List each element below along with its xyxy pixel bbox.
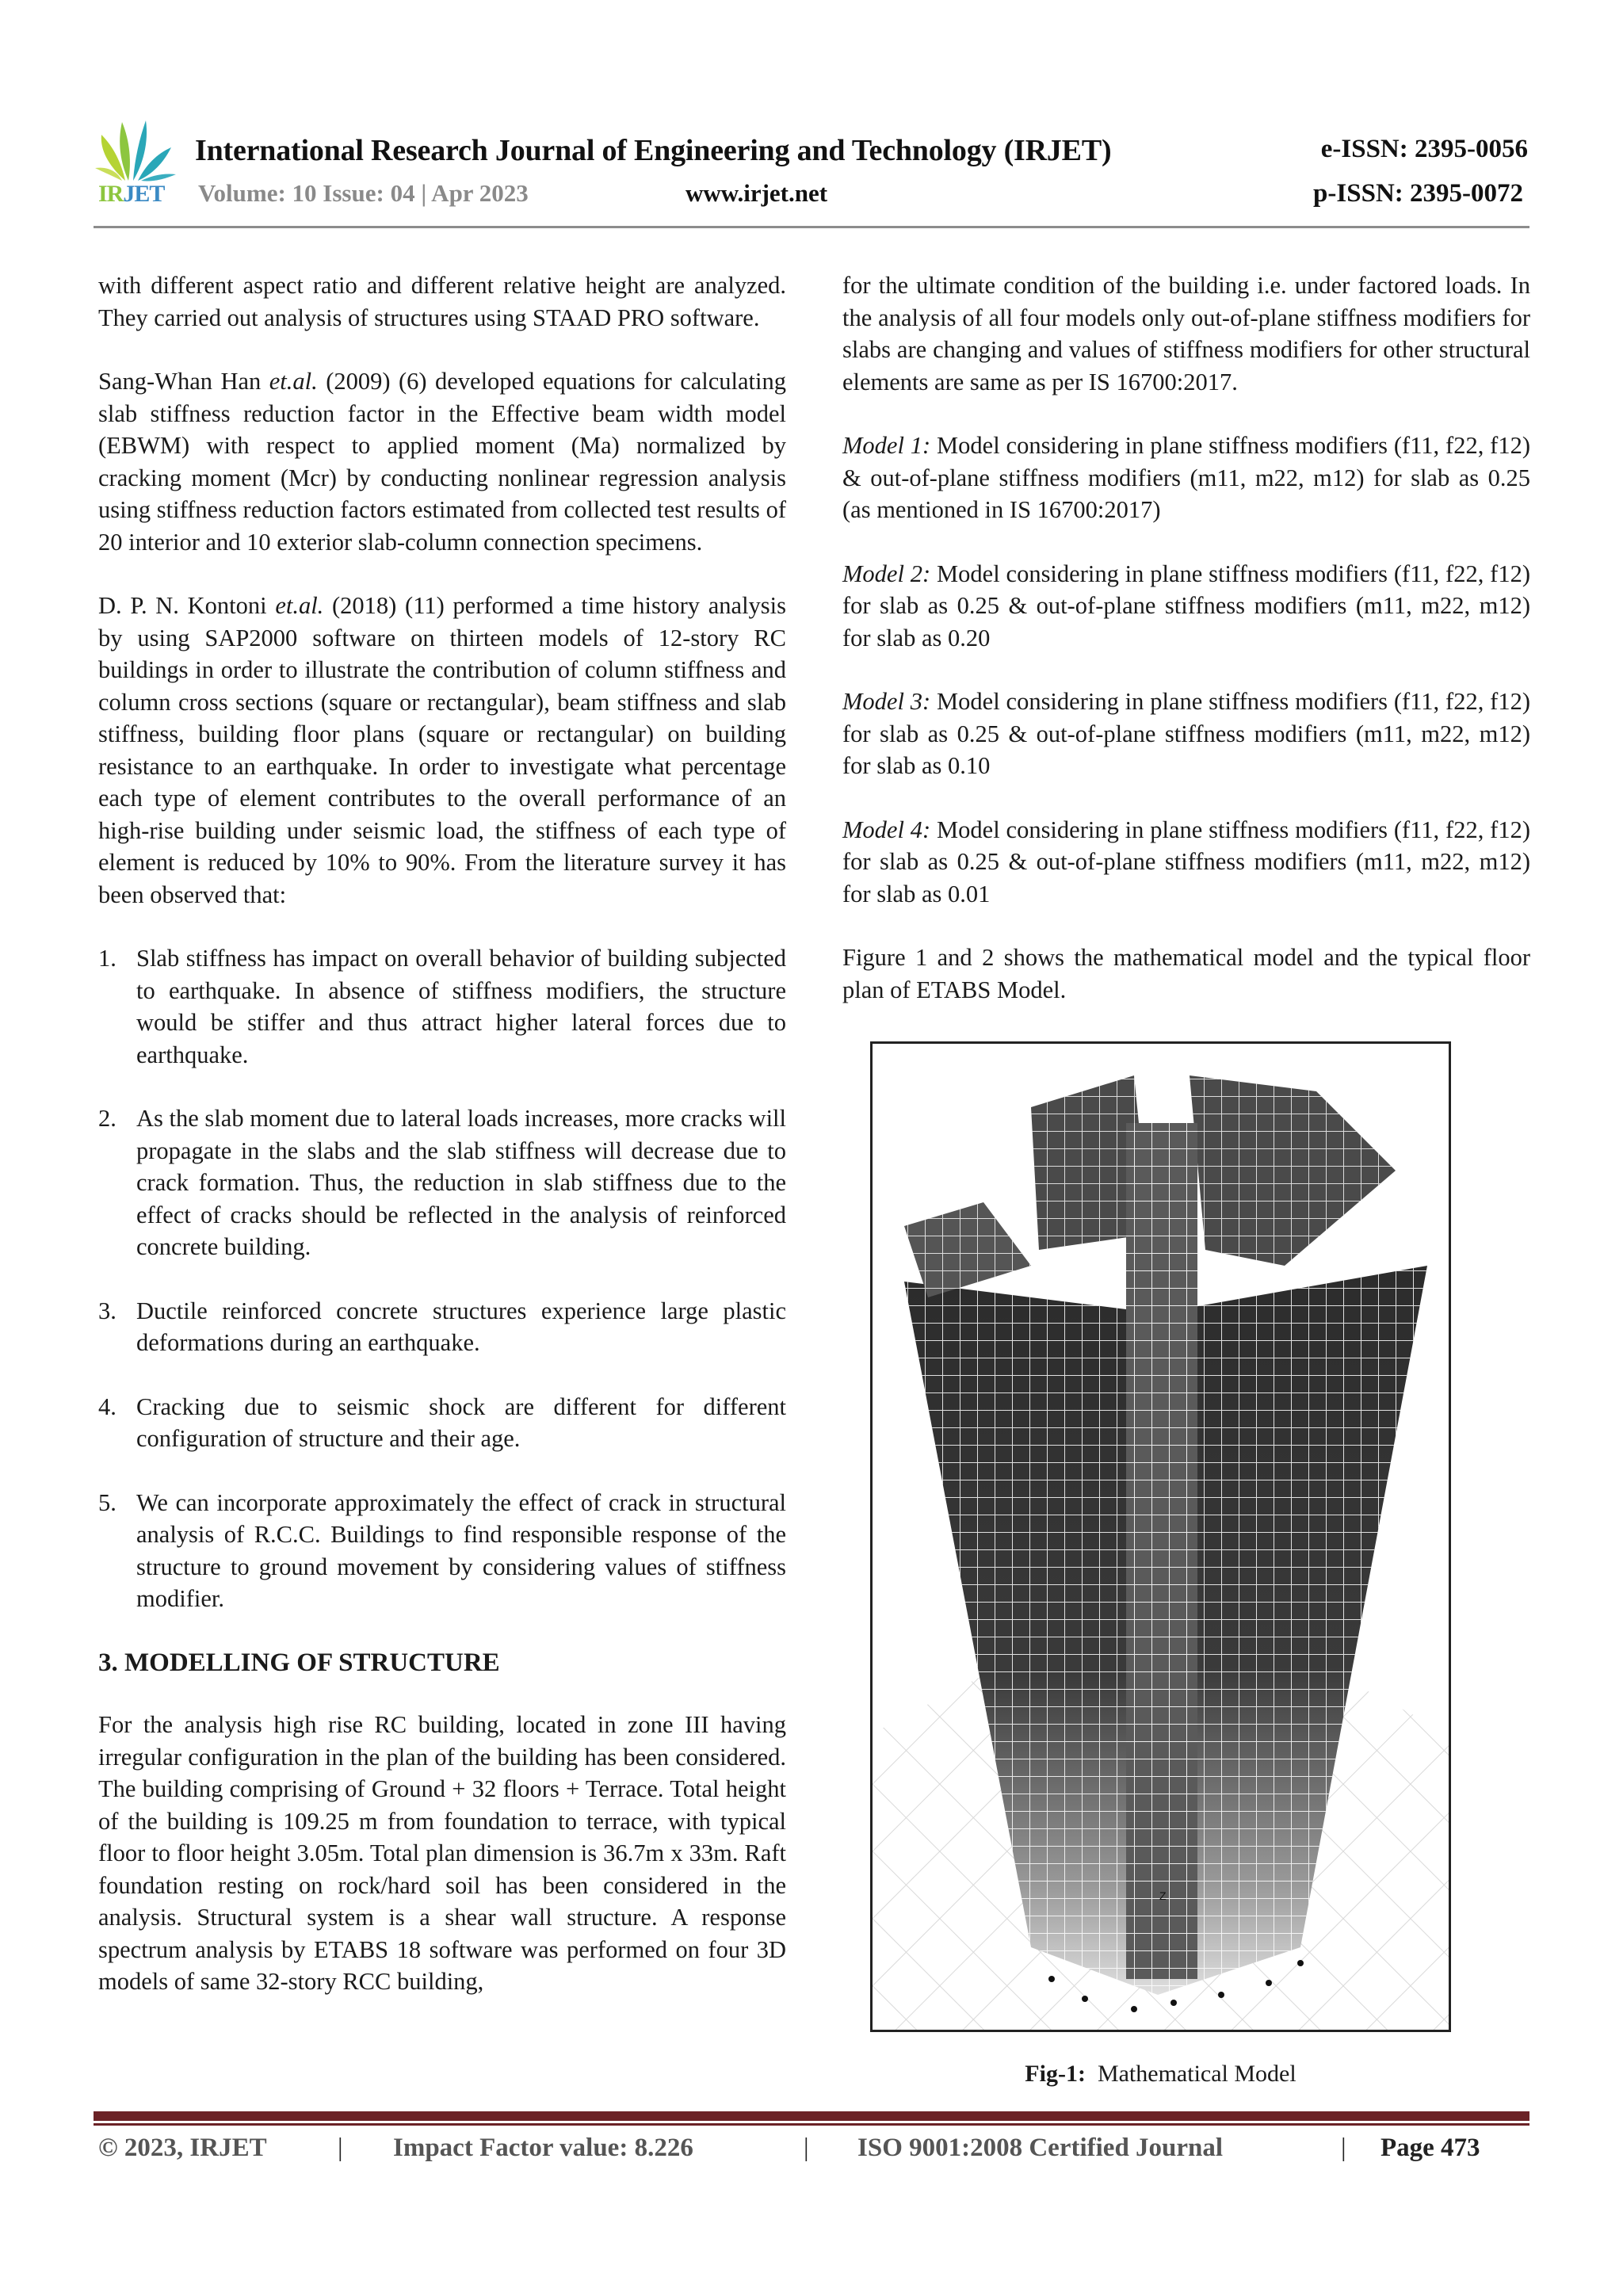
list-item <box>98 1487 786 1615</box>
logo-wordmark <box>98 181 164 208</box>
list-text: We can incorporate approximately the effect of crack in structural analysis of R.C.C. Buildings to find responsible response of the structure to ground movement by considering values of stiffness modifier. <box>136 1488 786 1612</box>
footer-separator: | <box>1341 2134 1346 2162</box>
page-footer <box>98 2134 1533 2173</box>
irjet-logo <box>94 119 179 212</box>
model-1-description <box>842 430 1530 526</box>
page-number: Page 473 <box>1381 2134 1480 2162</box>
list-item <box>98 1391 786 1455</box>
figure-caption <box>870 2061 1451 2088</box>
list-number: 2. <box>98 1105 116 1132</box>
caption-label: Fig-1: <box>1025 2061 1086 2087</box>
impact-factor: Impact Factor value: 8.226 <box>393 2134 693 2162</box>
list-number: 1. <box>98 945 116 972</box>
list-item <box>98 942 786 1071</box>
paragraph-modelling: For the analysis high rise RC building, located in zone III having irregular configuration in the plan of the building has been considered. The building comprising of Ground + 32 floors + Terrace. Total height of the building is 109.25 m from foundation to terrace, with typical floor to floor height 3.05m. Total plan dimension is 36.7m x 33m. Raft foundation resting on rock/hard soil has been considered in the analysis. Structural system is a shear wall structure. A response spectrum analysis by ETABS 18 software was performed on four 3D models of same 32-story RCC building, <box>98 1711 786 1995</box>
left-column <box>98 269 786 2030</box>
observations-list <box>98 942 786 1615</box>
model-label: Model 1: <box>842 432 931 459</box>
model-text: Model considering in plane stiffness modifiers (f11, f22, f12) for slab as 0.25 & out-of-plane stiffness modifiers (m11, m22, m12) for slab as 0.10 <box>842 688 1530 779</box>
figure-1-mathematical-model <box>870 1041 1451 2032</box>
footer-bar <box>94 2111 1529 2121</box>
list-text: Ductile reinforced concrete structures experience large plastic deformations during an earthquake. <box>136 1297 786 1356</box>
model-text: Model considering in plane stiffness modifiers (f11, f22, f12) & out-of-plane stiffness modifiers (m11, m22, m12) for slab as 0.25 (as mentioned in IS 16700:2017) <box>842 432 1530 523</box>
section-heading: 3. MODELLING OF STRUCTURE <box>98 1648 500 1677</box>
text: (2009) (6) developed equations for calculating slab stiffness reduction factor in the Effective beam width model (EBWM) with respect to applied moment (Ma) normalized by cracking moment (Mcr) by conducting nonlinear regression analysis using stiffness reduction factors estimated from collected test results of 20 interior and 10 exterior slab-column connection specimens. <box>98 368 786 556</box>
footer-separator: | <box>338 2134 343 2162</box>
model-label: Model 4: <box>842 816 931 843</box>
text: Sang-Whan Han <box>98 368 269 395</box>
journal-title: International Research Journal of Engineering and Technology (IRJET) <box>195 134 1112 167</box>
etal-italic: et.al. <box>269 368 318 395</box>
model-label: Model 2: <box>842 560 931 587</box>
list-number: 3. <box>98 1297 116 1324</box>
model-text: Model considering in plane stiffness modifiers (f11, f22, f12) for slab as 0.25 & out-of-plane stiffness modifiers (m11, m22, m12) for slab as 0.01 <box>842 816 1530 907</box>
etal-italic: et.al. <box>275 592 324 619</box>
list-item <box>98 1295 786 1359</box>
list-text: As the slab moment due to lateral loads increases, more cracks will propagate in the slabs and the slab stiffness will decrease due to crack formation. Thus, the reduction in slab stiffness due to the effect of cracks should be reflected in the analysis of reinforced concrete building. <box>136 1105 786 1260</box>
paragraph: for the ultimate condition of the building i.e. under factored loads. In the analysis of all four models only out-of-plane stiffness modifiers for slabs are changing and values of stiffness modifiers for other structural elements are same as per IS 16700:2017. <box>842 272 1530 395</box>
volume-issue: Volume: 10 Issue: 04 | Apr 2023 <box>198 179 529 207</box>
logo-text-jet: JET <box>123 181 165 207</box>
model-label: Model 3: <box>842 688 931 715</box>
journal-website-link[interactable]: www.irjet.net <box>685 179 828 207</box>
etabs-3d-building-model-image <box>873 1044 1449 2030</box>
e-issn: e-ISSN: 2395-0056 <box>1320 135 1528 163</box>
list-number: 5. <box>98 1488 116 1516</box>
leaf-logo-icon <box>94 119 179 182</box>
list-text: Slab stiffness has impact on overall behavior of building subjected to earthquake. In absence of stiffness modifiers, the structure would be stiffer and thus attract higher lateral forces due to earthquake. <box>136 945 786 1068</box>
logo-text-ir: IR <box>98 181 124 207</box>
model-4-description <box>842 814 1530 911</box>
paragraph-han <box>98 365 786 558</box>
paragraph-kontoni <box>98 590 786 911</box>
list-text: Cracking due to seismic shock are different for different configuration of structure and their age. <box>136 1392 786 1452</box>
footer-separator: | <box>804 2134 809 2162</box>
page-header <box>94 119 1528 230</box>
paragraph: with different aspect ratio and different relative height are analyzed. They carried out analysis of structures using STAAD PRO software. <box>98 272 786 331</box>
copyright: © 2023, IRJET <box>98 2134 267 2162</box>
text: (2018) (11) performed a time history analysis by using SAP2000 software on thirteen models of 12-story RC buildings in order to illustrate the contribution of column stiffness and column cross sections (square or rectangular), beam stiffness and slab stiffness, building floor plans (square or rectangular) on building resistance to an earthquake. In order to investigate what percentage each type of element contributes to the overall performance of an high-rise building under seismic load, the stiffness of each type of element is reduced by 10% to 90%. From the literature survey it has been observed that: <box>98 592 786 908</box>
p-issn: p-ISSN: 2395-0072 <box>1313 179 1523 208</box>
paragraph-figure-ref: Figure 1 and 2 shows the mathematical model and the typical floor plan of ETABS Model. <box>842 944 1530 1003</box>
list-item <box>98 1102 786 1263</box>
model-3-description <box>842 686 1530 782</box>
z-axis-label: Z <box>1159 1889 1167 1902</box>
header-divider <box>94 226 1529 228</box>
model-2-description <box>842 558 1530 655</box>
iso-certification: ISO 9001:2008 Certified Journal <box>857 2134 1224 2162</box>
model-text: Model considering in plane stiffness modifiers (f11, f22, f12) for slab as 0.25 & out-of-plane stiffness modifiers (m11, m22, m12) for slab as 0.20 <box>842 560 1530 651</box>
right-column <box>842 269 1530 1037</box>
footer-bar-thin <box>94 2123 1529 2126</box>
caption-text: Mathematical Model <box>1085 2061 1296 2087</box>
list-number: 4. <box>98 1392 116 1420</box>
text: D. P. N. Kontoni <box>98 592 276 619</box>
